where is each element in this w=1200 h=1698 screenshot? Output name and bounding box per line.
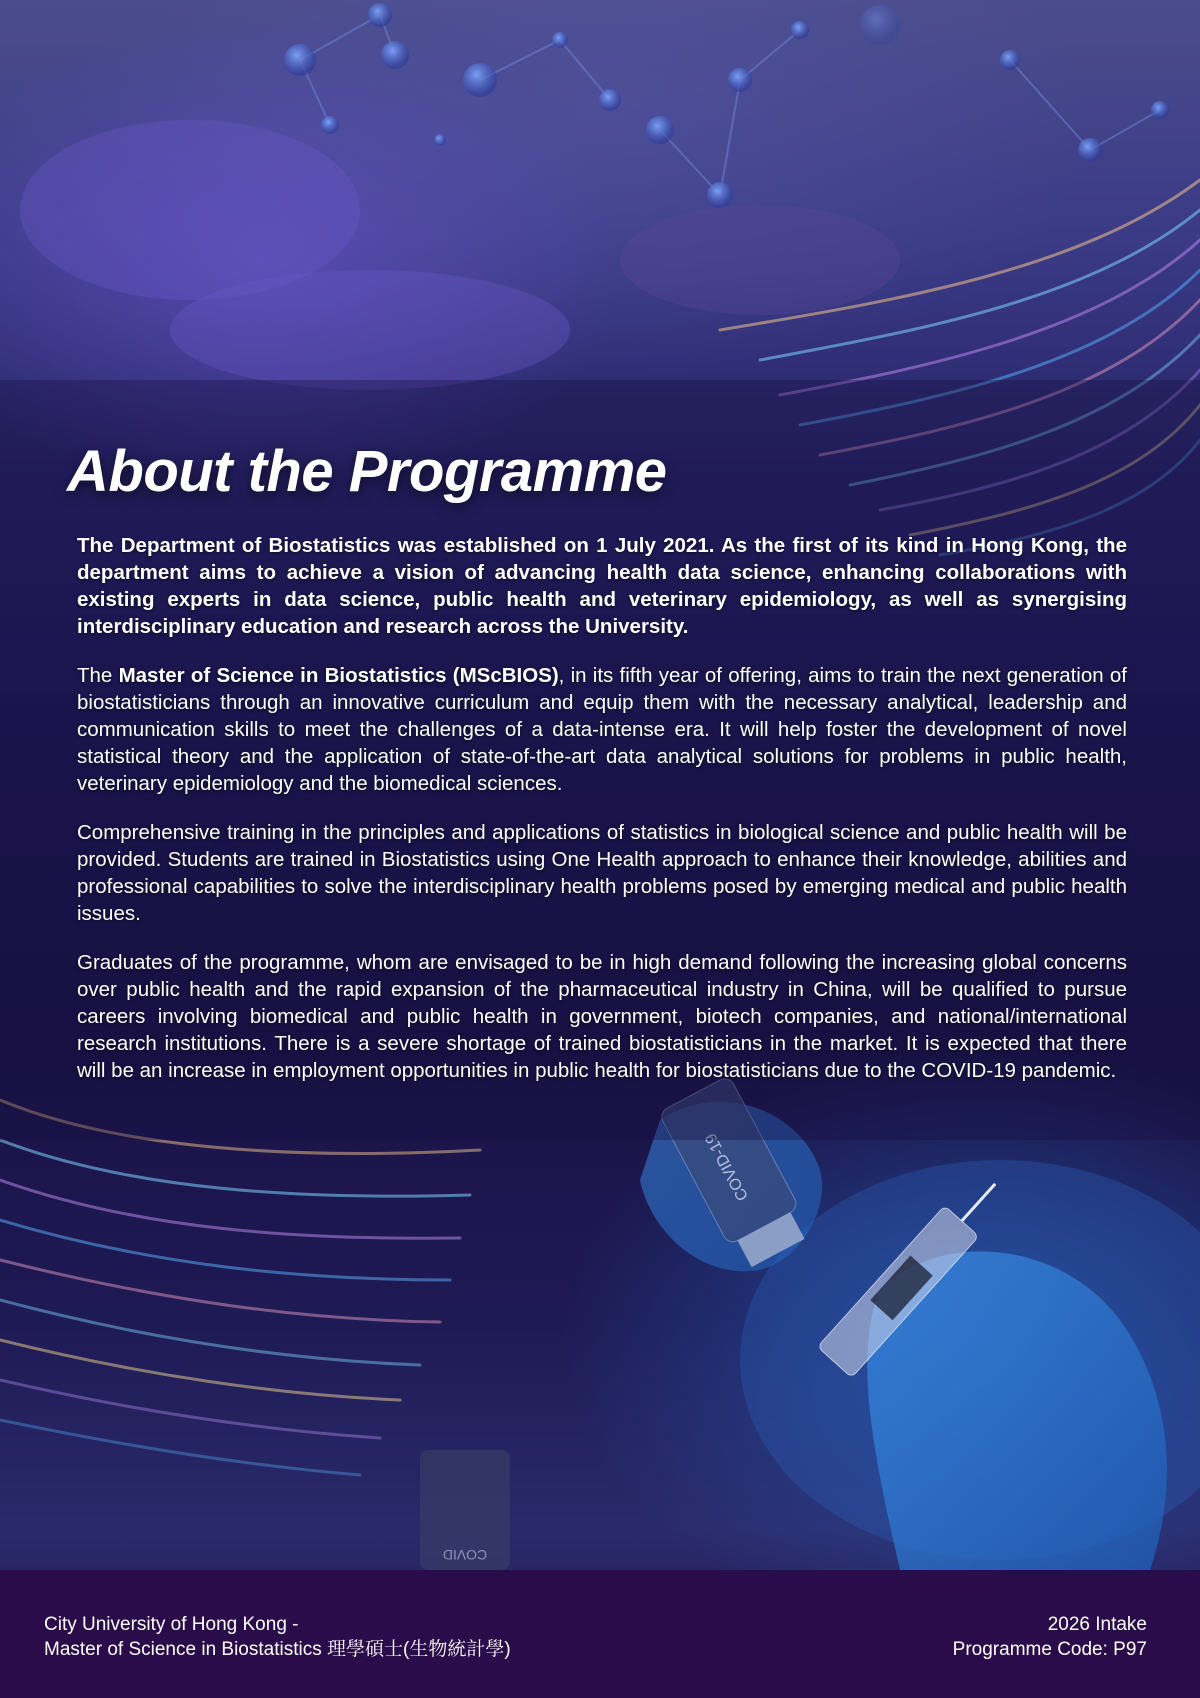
paragraph-programme-intro — [77, 662, 1127, 797]
vial-label-bottom: COVID — [442, 1547, 488, 1563]
footer — [0, 1570, 1200, 1698]
footer-programme-code: Programme Code: P97 — [952, 1639, 1147, 1660]
footer-left — [44, 1612, 511, 1662]
footer-programme-name: Master of Science in Biostatistics 理學碩士(生物統計學) — [44, 1639, 511, 1660]
footer-university: City University of Hong Kong - — [44, 1614, 299, 1635]
footer-intake: 2026 Intake — [1047, 1614, 1147, 1635]
p1-pre: The — [77, 533, 121, 557]
paragraph-graduates: Graduates of the programme, whom are envisaged to be in high demand following the increasing global concerns over public health and the rapid expansion of the pharmaceutical industry in China, will be qualified to pursue careers involving biomedical and public health in government, biotech companies, and national/international research institutions. There is a severe shortage of trained biostatisticians in the market. It is expected that there will be an increase in employment opportunities in public health for biostatisticians due to the COVID-19 pandemic. — [77, 950, 1127, 1082]
vial-label-top: COVID-19 — [702, 1130, 753, 1204]
vaccine-syringe-graphic — [420, 1075, 1200, 1570]
light-streaks-left — [0, 1100, 480, 1475]
programme-name: Master of Science in Biostatistics (MScBIOS) — [118, 663, 559, 687]
page-title: About the Programme — [67, 439, 667, 504]
p2-post: , in its fifth year of offering, aims to train the next generation of biostatisticians through an innovative curriculum and equip them with the necessary analytical, leadership and communication skills to meet the challenges of a data-intense era. It will help foster the development of novel statistical theory and the application of state-of-the-art data analytical solutions for problems in public health, veterinary epidemiology and the biomedical sciences. — [77, 663, 1127, 795]
footer-right — [953, 1612, 1147, 1662]
paragraph-department-intro — [77, 532, 1127, 640]
department-name: Department of Biostatistics — [120, 533, 391, 557]
molecule-network-graphic — [300, 15, 1160, 195]
paragraph-training: Comprehensive training in the principles and applications of statistics in biological science and public health will be provided. Students are trained in Biostatistics using One Health approach to enhance their knowledge, abilities and professional capabilities to solve the interdisciplinary health problems posed by emerging medical and public health issues. — [77, 820, 1127, 925]
main-content — [67, 439, 1127, 1106]
p1-post: was established on 1 July 2021. As the first of its kind in Hong Kong, the department aims to achieve a vision of advancing health data science, enhancing collaborations with existing experts in data science, public health and veterinary epidemiology, as well as synergising interdisciplinary education and research across the University. — [77, 533, 1127, 638]
hands-graphic — [20, 120, 900, 390]
p2-pre: The — [77, 663, 119, 687]
